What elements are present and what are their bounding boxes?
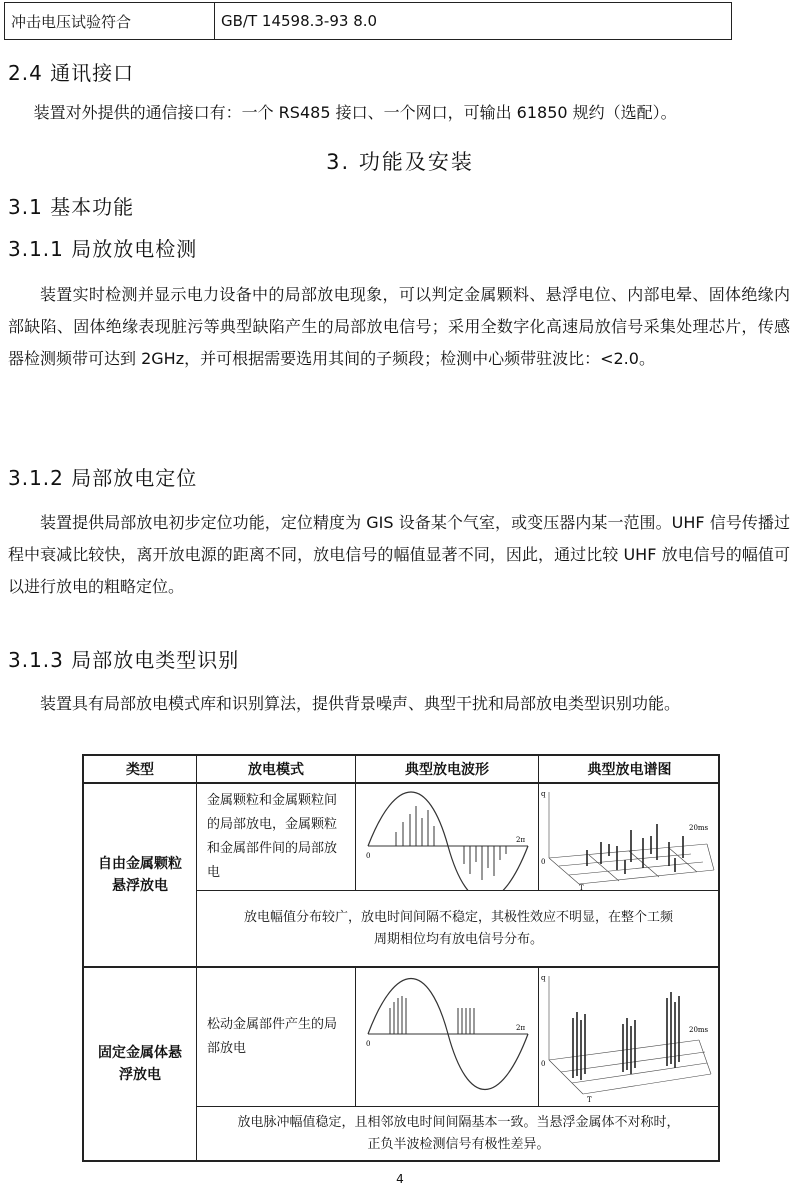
table-row-divider: [197, 890, 720, 891]
row2-spec-T: T: [587, 1096, 592, 1104]
header-table: [4, 2, 732, 40]
section-3-1-title: 3.1 基本功能: [8, 195, 135, 219]
row1-spectrum-figure: [539, 784, 720, 890]
row2-wave-origin: 0: [366, 1040, 371, 1048]
row1-spec-q: q: [541, 790, 546, 798]
table-header-mode: 放电模式: [248, 762, 304, 778]
row1-type-line2: 悬浮放电: [112, 878, 168, 894]
section-3-1-1-text: 装置实时检测并显示电力设备中的局部放电现象，可以判定金属颗料、悬浮电位、内部电晕、固体绝缘内部缺陷、固体绝缘表现脏污等典型缺陷产生的局部放电信号；采用全数字化高速局放信号采集处理芯片，传感器检测频带可达到 2GHz，并可根据需要选用其间的子频段；检测中心频带驻波比：<2.0。: [8, 285, 790, 368]
row2-spec-origin: 0: [541, 1060, 546, 1068]
row1-type-line1: 自由金属颗粒: [98, 856, 182, 872]
discharge-type-table: [82, 754, 720, 1162]
section-3-1-2-title: 3.1.2 局部放电定位: [8, 466, 198, 490]
row1-note-line2: 周期相位均有放电信号分布。: [373, 932, 543, 947]
row2-note: [197, 1108, 720, 1160]
section-3-1-3-text: 装置具有局部放电模式库和识别算法，提供背景噪声、典型干扰和局部放电类型识别功能。: [40, 694, 681, 713]
row1-note-line1: 放电幅值分布较广，放电时间间隔不稳定，其极性效应不明显，在整个工频: [243, 910, 673, 925]
table-row-type: [84, 968, 196, 1160]
row2-type-line1: 固定金属体悬: [98, 1045, 182, 1061]
section-3-title: 3. 功能及安装: [326, 150, 474, 174]
row1-mode: 金属颗粒和金属颗粒间的局部放电，金属颗粒和金属部件间的局部放电: [207, 793, 338, 880]
row1-spec-time: 20ms: [689, 824, 709, 832]
row1-wave-origin: 0: [366, 852, 371, 860]
section-2-4-title: 2.4 通讯接口: [8, 61, 135, 85]
section-2-4-text: 装置对外提供的通信接口有：一个 RS485 接口、一个网口，可输出 61850 规约（选配）。: [33, 103, 677, 122]
table-header-spectrum: 典型放电谱图: [587, 762, 672, 778]
row2-note-line1: 放电脉冲幅值稳定，且相邻放电时间间隔基本一致。当悬浮金属体不对称时，: [237, 1115, 680, 1130]
section-3-1-2-text: 装置提供局部放电初步定位功能，定位精度为 GIS 设备某个气室，或变压器内某一范围。UHF 信号传播过程中衰减比较快，离开放电源的距离不同，放电信号的幅值显著不同，因此，通过比较 UHF 放电信号的幅值可以进行放电的粗略定位。: [8, 513, 790, 596]
row2-spectrum-figure: [539, 968, 720, 1106]
row2-type-line2: 浮放电: [119, 1067, 161, 1083]
row1-spec-T: T: [579, 884, 584, 890]
row1-spec-origin: 0: [541, 858, 546, 866]
row1-note: [197, 892, 720, 966]
header-cell-test: 冲击电压试验符合: [5, 3, 215, 39]
row1-wave-end: 2π: [516, 836, 526, 844]
row1-waveform-figure: [356, 784, 538, 890]
page-number: 4: [396, 1172, 404, 1186]
row2-waveform-figure: [356, 968, 538, 1106]
table-header-type: 类型: [126, 762, 154, 778]
row2-note-line2: 正负半波检测信号有极性差异。: [367, 1137, 550, 1152]
section-3-1-1-title: 3.1.1 局放放电检测: [8, 237, 198, 261]
row2-wave-end: 2π: [516, 1024, 526, 1032]
row2-mode: 松动金属部件产生的局部放电: [207, 1017, 338, 1056]
row2-spec-time: 20ms: [689, 1026, 709, 1034]
section-3-1-3-title: 3.1.3 局部放电类型识别: [8, 648, 240, 672]
table-header-waveform: 典型放电波形: [405, 762, 489, 778]
row2-spec-q: q: [541, 974, 546, 982]
table-row-divider: [197, 1106, 720, 1107]
header-cell-standard: GB/T 14598.3-93 8.0: [221, 12, 378, 30]
table-row-type: [84, 784, 196, 966]
